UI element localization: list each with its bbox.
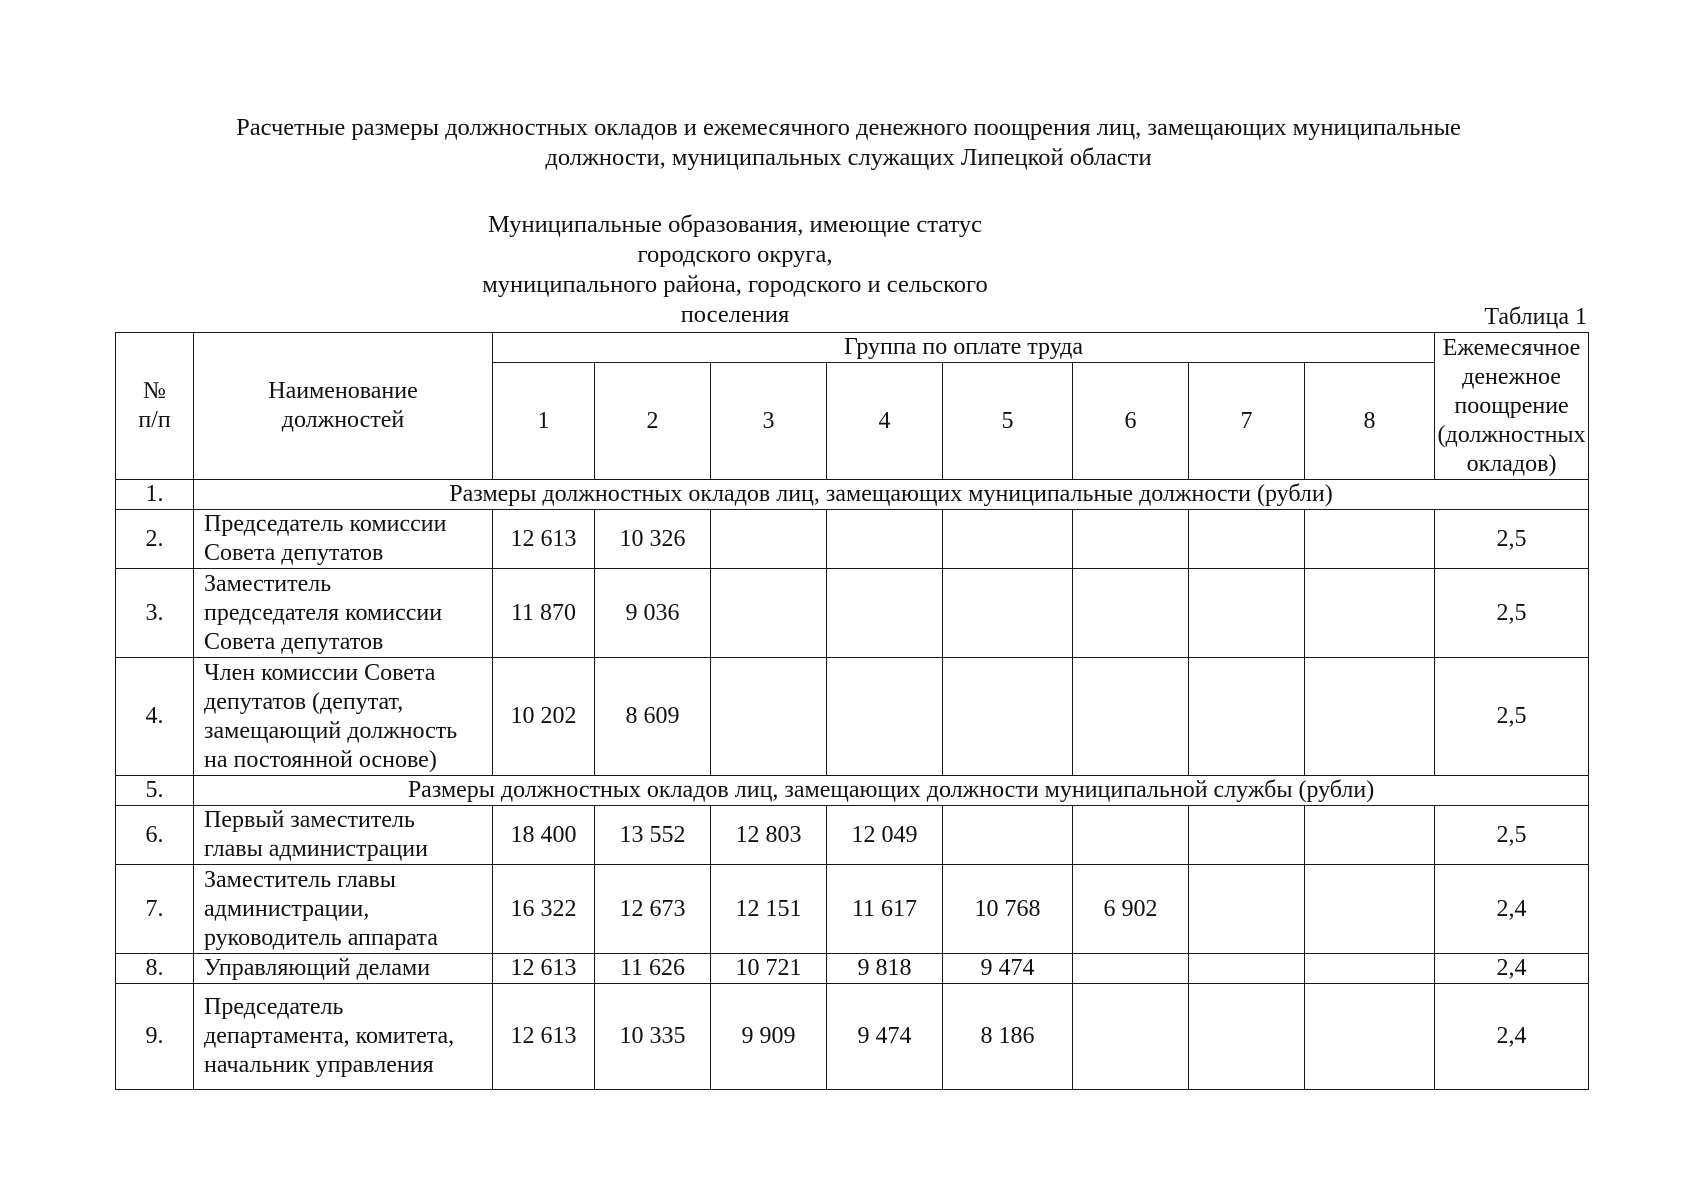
position-name-line: департамента, комитета, [204, 1023, 455, 1049]
position-name [194, 865, 493, 954]
position-name [194, 984, 493, 1090]
position-name [194, 658, 493, 776]
row-number: 6. [116, 806, 194, 865]
row-number: 4. [116, 658, 194, 776]
salary-g4 [827, 569, 943, 658]
bonus-value: 2,4 [1435, 954, 1589, 984]
header-group-1: 1 [493, 363, 595, 480]
salary-g3 [711, 569, 827, 658]
salary-g6 [1073, 510, 1189, 569]
document-subtitle [470, 210, 1000, 330]
header-num-cell [116, 333, 194, 480]
salary-g7 [1189, 510, 1305, 569]
salary-g3 [711, 658, 827, 776]
salary-g6 [1073, 569, 1189, 658]
salary-g1: 11 870 [493, 569, 595, 658]
header-bonus-line: (должностных [1437, 421, 1586, 448]
header-name-line: Наименование [268, 378, 418, 404]
row-number: 9. [116, 984, 194, 1090]
header-name-line: должностей [281, 407, 405, 433]
salary-g5 [943, 510, 1073, 569]
position-name [194, 806, 493, 865]
section-title: Размеры должностных окладов лиц, замещающих должности муниципальной службы (рубли) [194, 776, 1589, 806]
position-name [194, 569, 493, 658]
salary-g8 [1305, 658, 1435, 776]
salary-g8 [1305, 865, 1435, 954]
header-group-4: 4 [827, 363, 943, 480]
salary-g1: 18 400 [493, 806, 595, 865]
salary-g4: 11 617 [827, 865, 943, 954]
salary-g7 [1189, 806, 1305, 865]
salary-g2: 12 673 [595, 865, 711, 954]
position-name-line: начальник управления [204, 1052, 434, 1078]
document-title [140, 113, 1557, 173]
salary-g3: 9 909 [711, 984, 827, 1090]
position-name-line: Председатель комиссии [204, 511, 447, 537]
salary-g2: 9 036 [595, 569, 711, 658]
salary-g2: 10 335 [595, 984, 711, 1090]
position-name-line: Член комиссии Совета [204, 659, 436, 686]
header-bonus-line: окладов) [1466, 450, 1557, 477]
position-name-line: Совета депутатов [204, 540, 384, 566]
position-name [194, 954, 493, 984]
header-num-line: № [143, 378, 166, 404]
document-title-line-1: Расчетные размеры должностных окладов и ежемесячного денежного поощрения лиц, замещающих муниципальные [236, 114, 1461, 141]
row-number: 8. [116, 954, 194, 984]
table-row [116, 658, 1589, 776]
bonus-value: 2,5 [1435, 569, 1589, 658]
position-name-line: замещающий должность [204, 717, 458, 744]
salary-g3: 12 803 [711, 806, 827, 865]
position-name-line: председателя комиссии [204, 599, 443, 626]
position-name-line: администрации, [204, 895, 370, 922]
bonus-value: 2,5 [1435, 510, 1589, 569]
position-name-line: на постоянной основе) [204, 746, 437, 773]
salary-g8 [1305, 569, 1435, 658]
header-bonus-line: поощрение [1454, 392, 1569, 419]
salary-g7 [1189, 984, 1305, 1090]
salary-g4: 12 049 [827, 806, 943, 865]
salary-g6 [1073, 806, 1189, 865]
salary-g3 [711, 510, 827, 569]
row-number: 3. [116, 569, 194, 658]
header-group-8: 8 [1305, 363, 1435, 480]
salary-g1: 16 322 [493, 865, 595, 954]
salary-g1: 12 613 [493, 510, 595, 569]
position-name-line: депутатов (депутат, [204, 688, 404, 715]
salary-g4: 9 818 [827, 954, 943, 984]
table-row [116, 510, 1589, 569]
salary-g7 [1189, 954, 1305, 984]
position-name-line: Первый заместитель [204, 807, 415, 833]
salary-g4: 9 474 [827, 984, 943, 1090]
bonus-value: 2,5 [1435, 806, 1589, 865]
salary-g6 [1073, 954, 1189, 984]
salary-g8 [1305, 806, 1435, 865]
row-number: 5. [116, 776, 194, 806]
salary-g5 [943, 658, 1073, 776]
salary-g5 [943, 806, 1073, 865]
salary-g8 [1305, 954, 1435, 984]
bonus-value: 2,4 [1435, 984, 1589, 1090]
salary-g1: 10 202 [493, 658, 595, 776]
salary-g2: 10 326 [595, 510, 711, 569]
header-group-2: 2 [595, 363, 711, 480]
salary-g7 [1189, 865, 1305, 954]
document-title-line-2: должности, муниципальных служащих Липецкой области [545, 144, 1152, 171]
salary-g6: 6 902 [1073, 865, 1189, 954]
header-name-cell [194, 333, 493, 480]
salary-g5: 8 186 [943, 984, 1073, 1090]
row-number: 2. [116, 510, 194, 569]
header-group-3: 3 [711, 363, 827, 480]
position-name-line: главы администрации [204, 836, 428, 862]
position-name-line: Совета депутатов [204, 628, 384, 655]
table-section-row [116, 776, 1589, 806]
table-row [116, 806, 1589, 865]
salary-g5 [943, 569, 1073, 658]
header-group-label: Группа по оплате труда [493, 333, 1435, 363]
table-row [116, 569, 1589, 658]
header-group-5: 5 [943, 363, 1073, 480]
header-bonus-line: Ежемесячное [1442, 334, 1581, 361]
position-name-line: Заместитель главы [204, 866, 396, 893]
section-title: Размеры должностных окладов лиц, замещающих муниципальные должности (рубли) [194, 480, 1589, 510]
salary-g2: 13 552 [595, 806, 711, 865]
position-name [194, 510, 493, 569]
header-num-line: п/п [138, 407, 171, 433]
table-section-row [116, 480, 1589, 510]
salary-g6 [1073, 984, 1189, 1090]
salary-table [115, 332, 1589, 1090]
salary-g5: 9 474 [943, 954, 1073, 984]
position-name-line: Управляющий делами [204, 955, 431, 981]
salary-g8 [1305, 510, 1435, 569]
table-row [116, 865, 1589, 954]
document-subtitle-line-1: Муниципальные образования, имеющие статус городского округа, [488, 211, 982, 268]
salary-g6 [1073, 658, 1189, 776]
document-subtitle-line-2: муниципального района, городского и сельского поселения [482, 271, 988, 328]
table-row [116, 984, 1589, 1090]
bonus-value: 2,5 [1435, 658, 1589, 776]
salary-g3: 10 721 [711, 954, 827, 984]
header-group-6: 6 [1073, 363, 1189, 480]
table-caption: Таблица 1 [1484, 304, 1587, 330]
salary-g8 [1305, 984, 1435, 1090]
table-row [116, 954, 1589, 984]
salary-g7 [1189, 658, 1305, 776]
position-name-line: Заместитель [204, 570, 332, 597]
salary-g4 [827, 510, 943, 569]
header-bonus-line: денежное [1462, 363, 1561, 390]
position-name-line: руководитель аппарата [204, 924, 438, 951]
header-bonus-cell [1435, 333, 1589, 480]
salary-g4 [827, 658, 943, 776]
table-header-row [116, 333, 1589, 363]
salary-g7 [1189, 569, 1305, 658]
position-name-line: Председатель [204, 994, 344, 1020]
salary-g5: 10 768 [943, 865, 1073, 954]
salary-g2: 8 609 [595, 658, 711, 776]
salary-g1: 12 613 [493, 954, 595, 984]
header-group-7: 7 [1189, 363, 1305, 480]
salary-g2: 11 626 [595, 954, 711, 984]
row-number: 7. [116, 865, 194, 954]
salary-g3: 12 151 [711, 865, 827, 954]
salary-g1: 12 613 [493, 984, 595, 1090]
row-number: 1. [116, 480, 194, 510]
bonus-value: 2,4 [1435, 865, 1589, 954]
